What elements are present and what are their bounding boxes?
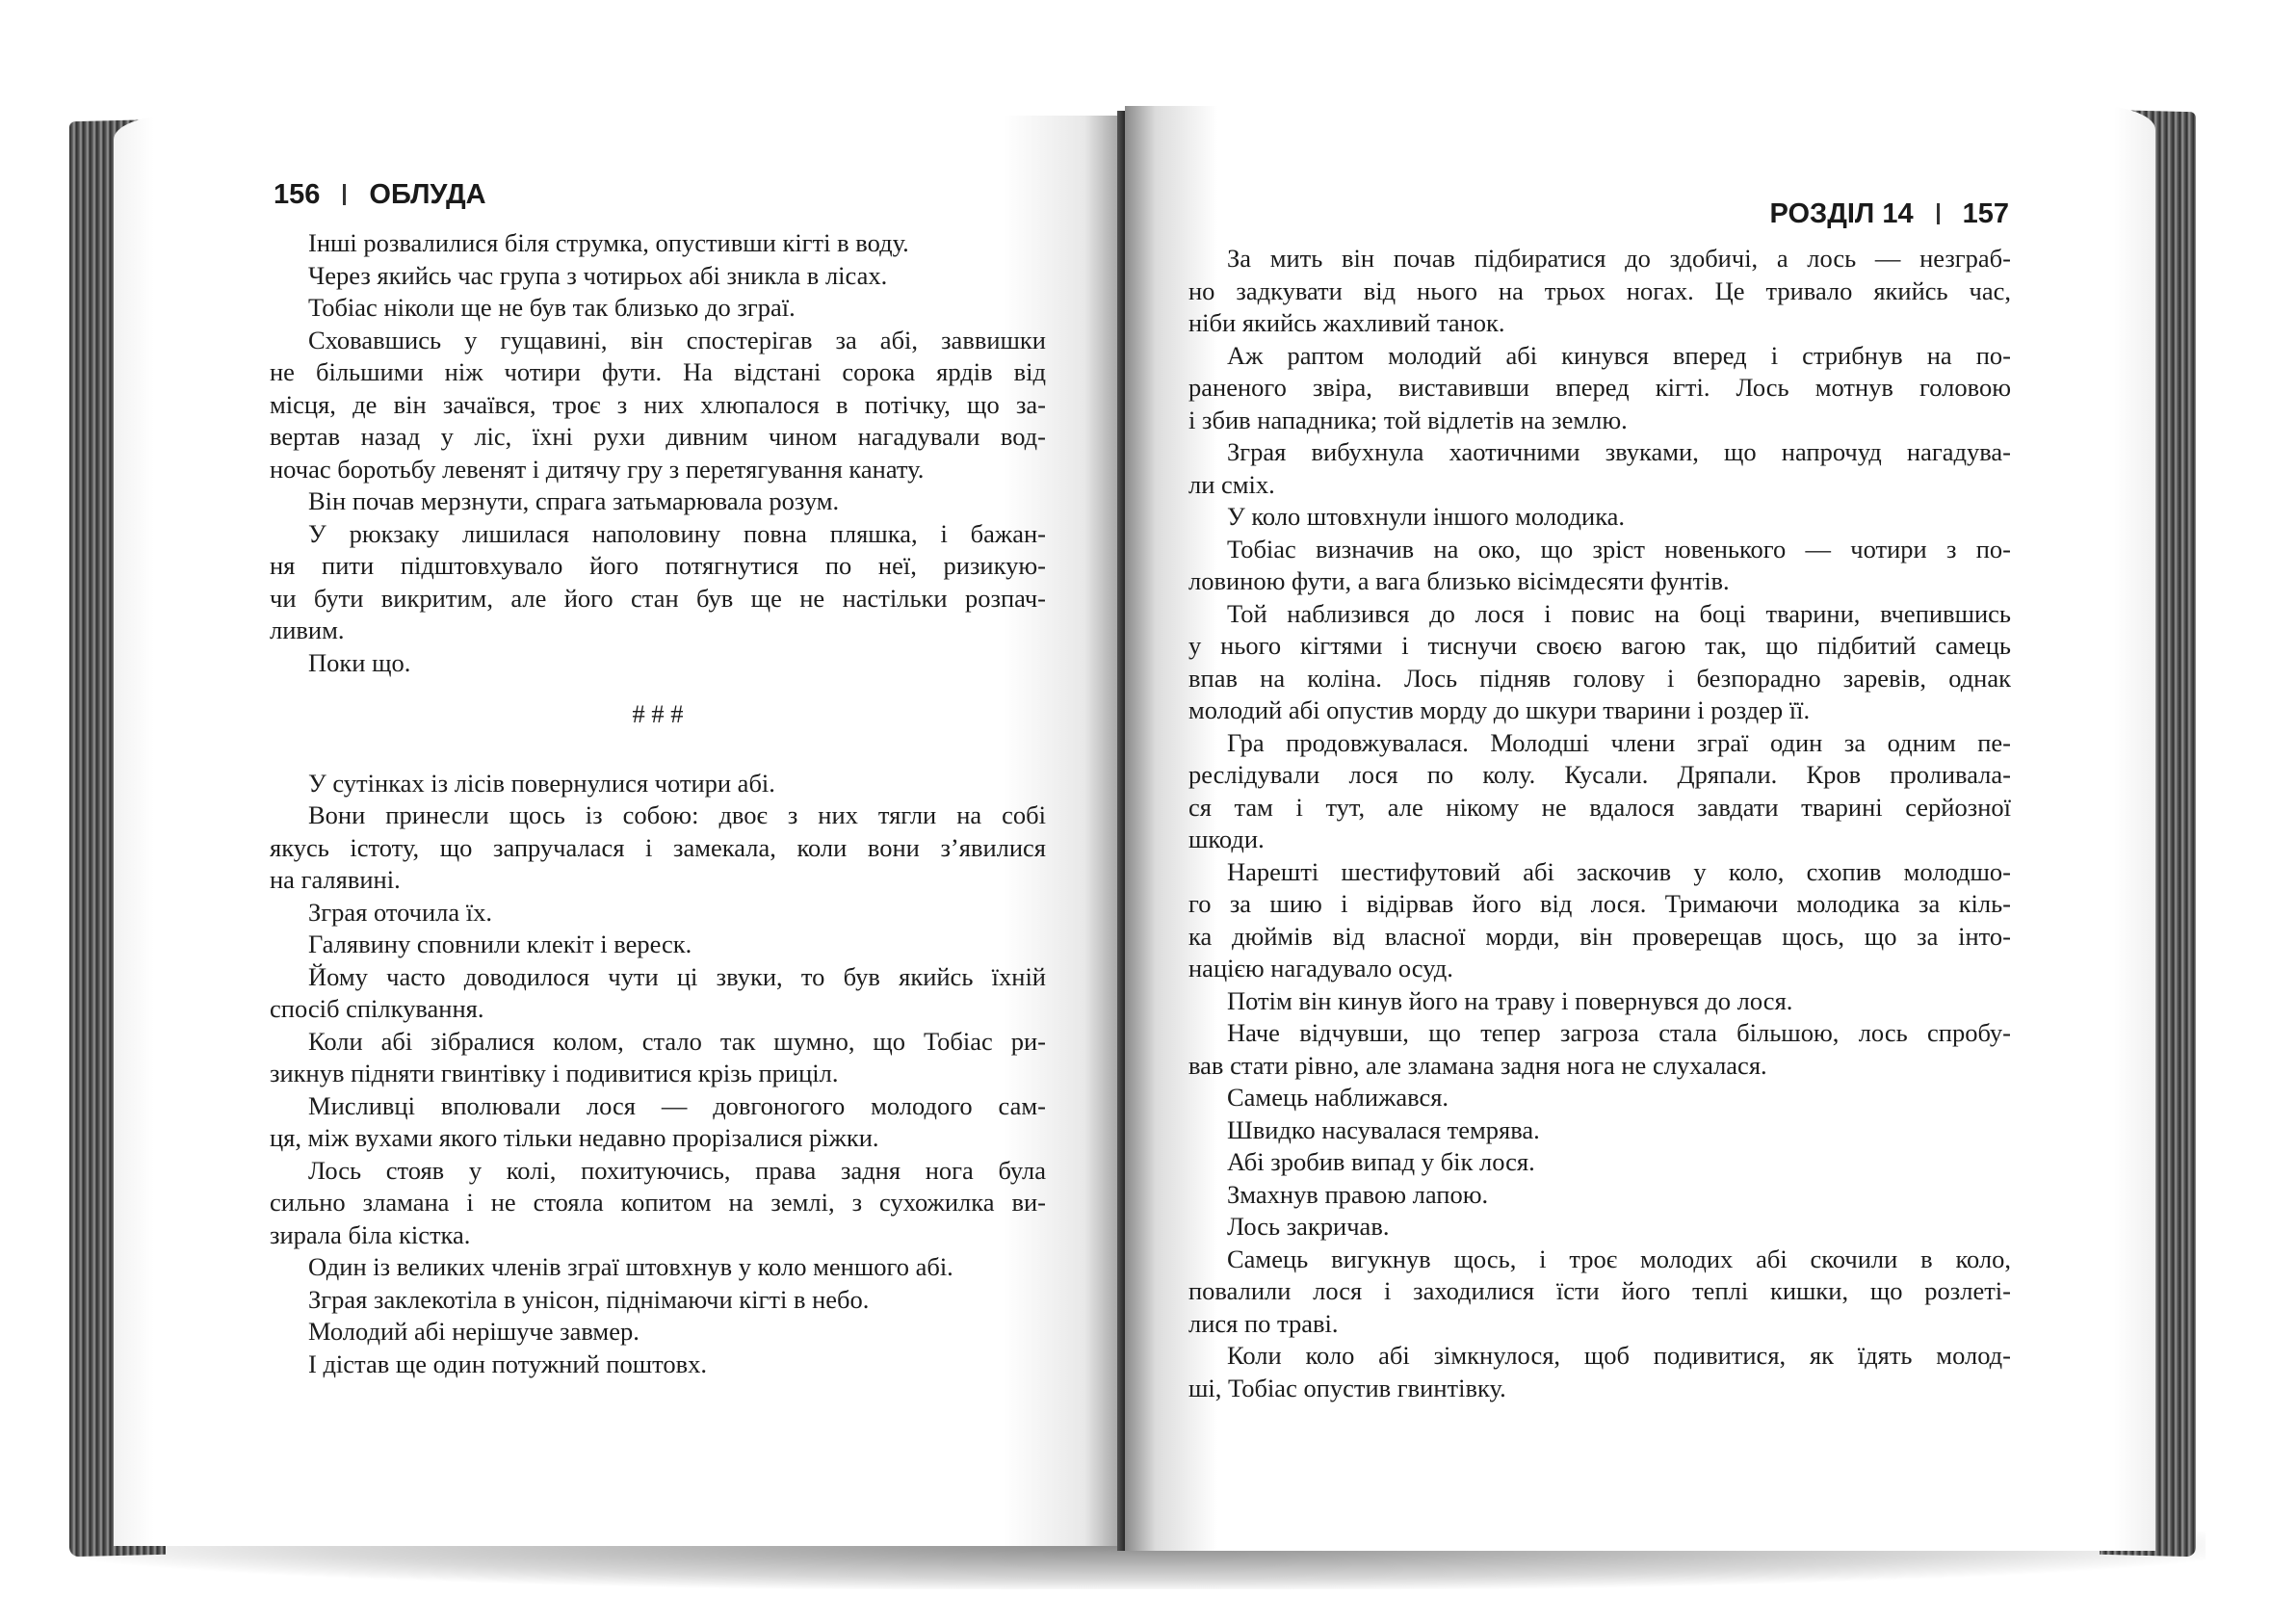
text-line: Аж раптом молодий абі кинувся вперед і стрибнув на по- [1227,340,2011,370]
text-line: ночас боротьбу левенят і дитячу гру з перетягування канату. [270,454,925,484]
text-line: Швидко насувалася темрява. [1227,1114,1540,1144]
paragraph [270,961,1046,1026]
text-line: Через якийсь час група з чотирьох абі зникла в лісах. [308,260,888,290]
text-line: Змахнув правою лапою. [1227,1179,1489,1209]
running-title: ОБЛУДА [369,179,486,210]
text-line: Тобіас ніколи ще не був так близько до зграї. [308,293,796,322]
paragraph [270,1026,1046,1090]
header-separator [1937,203,1940,224]
text-line: У рюкзаку лишилася наполовину повна пляшка, і бажан- [308,518,1046,548]
text-line: спосіб спілкування. [270,994,484,1023]
left-page [114,116,1125,1546]
text-line: ли сміх. [1188,469,1275,499]
paragraph [1188,1146,2011,1179]
paragraph [1188,501,2011,534]
paragraph [270,768,1046,800]
text-line: но задкувати від нього на трьох ногах. Це тривало якийсь час, [1188,275,2011,305]
paragraph [270,1090,1046,1155]
text-line: ливим. [270,616,345,644]
section-1 [1188,243,2011,1404]
text-line: вав стати рівно, але зламана задня нога не слухалася. [1188,1050,1767,1080]
paragraph [1188,856,2011,985]
text-line: Зграя оточила їх. [308,897,493,927]
text-line: Молодий абі нерішуче завмер. [308,1317,640,1346]
text-line: За мить він почав підбиратися до здобичі, а лось — незграб- [1227,244,2011,273]
text-line: ця, між вухами якого тільки недавно прорізалися ріжки. [270,1123,879,1152]
paragraph [1188,1017,2011,1082]
text-line: вертав назад у ліс, їхні рухи дивним чином нагадували вод- [270,422,1046,451]
paragraph [1188,1340,2011,1404]
text-line: Вони принесли щось із собою: двоє з них тягли на собі [308,800,1046,829]
text-line: Гра продовжувалася. Молодші члени зграї один за одним пе- [1227,727,2011,757]
paragraph [1188,1082,2011,1114]
text-line: зирала біла кістка. [270,1219,471,1249]
paragraph [270,1251,1046,1284]
text-line: Коли абі зібралися колом, стало так шумно, що Тобіас ри- [308,1026,1046,1056]
text-line: на галявині. [270,865,401,894]
paragraph [1188,598,2011,727]
paragraph [270,518,1046,647]
text-line: якусь істоту, що запручалася і замекала, коли вони з’явилися [270,832,1046,862]
text-line: і збив нападника; той відлетів на землю. [1188,405,1628,434]
paragraph [270,485,1046,518]
text-line: реслідували лося по колу. Кусали. Дряпали. Кров проливала- [1188,760,2011,789]
text-line: Лось закричав. [1227,1212,1390,1241]
text-line: Тобіас визначив на око, що зріст новенького — чотири з по- [1227,534,2011,563]
text-line: ші, Тобіас опустив гвинтівку. [1188,1373,1506,1402]
text-line: Самець наближався. [1227,1083,1449,1112]
text-line: ня пити підштовхувало його потягнутися по неї, ризикую- [270,551,1046,580]
text-line: молодий абі опустив морду до шкури тварини і роздер її. [1188,695,1811,724]
text-line: Він почав мерзнути, спрага затьмарювала розум. [308,486,840,515]
paragraph [270,1316,1046,1349]
paragraph [270,1349,1046,1381]
right-running-head [1770,198,2009,230]
section-divider: # # # [632,699,684,728]
text-line: І дістав ще один потужний поштовх. [308,1349,708,1378]
right-page-body [1188,243,2011,1404]
text-line: Мисливці вполювали лося — довгоногого молодого сам- [308,1090,1046,1120]
paragraph [1188,727,2011,856]
text-line: Поки що. [308,647,411,677]
text-line: Галявину сповнили клекіт і вереск. [308,930,692,958]
paragraph [270,325,1046,486]
paragraph [1188,534,2011,598]
paragraph [1188,1114,2011,1147]
text-line: го за шию і відірвав його від лося. Тримаючи молодика за кіль- [1188,889,2011,918]
paragraph [270,292,1046,325]
text-line: шкоди. [1188,825,1265,853]
paragraph [270,647,1046,680]
text-line: Сховавшись у гущавині, він спостерігав за абі, заввишки [308,325,1046,354]
paragraph [270,260,1046,293]
paragraph [270,897,1046,930]
text-line: Інші розвалилися біля струмка, опустивши кігті в воду. [308,228,909,257]
text-line: нацією нагадувало осуд. [1188,954,1453,982]
section-1 [270,227,1046,679]
text-line: Самець вигукнув щось, і троє молодих абі скочили в коло, [1227,1244,2011,1273]
paragraph [270,1155,1046,1252]
paragraph [270,929,1046,961]
paragraph [1188,340,2011,437]
text-line: ся там і тут, але нікому не вдалося завдати тварині серйозної [1188,792,2011,822]
paragraph [1188,1211,2011,1244]
paragraph [1188,436,2011,501]
text-line: зикнув підняти гвинтівку і подивитися крізь приціл. [270,1059,839,1087]
text-line: чи бути викритим, але його стан був ще не настільки розпач- [270,583,1046,613]
text-line: Один із великих членів зграї штовхнув у коло меншого абі. [308,1252,953,1281]
text-line: Лось стояв у колі, похитуючись, права задня нога була [308,1155,1046,1185]
text-line: ніби якийсь жахливий танок. [1188,308,1505,337]
header-separator [343,184,346,205]
paragraph [1188,985,2011,1018]
text-line: ка дюймів від власної морди, він проверещав щось, що за інто- [1188,921,2011,951]
text-line: Нарешті шестифутовий абі заскочив у коло, схопив молодшо- [1227,856,2011,886]
running-title: РОЗДІЛ 14 [1769,198,1914,229]
section-2 [270,768,1046,1381]
page-number: 157 [1962,198,2009,229]
text-line: у нього кігтями і тиснучи своєю вагою так, що підбитий самець [1188,631,2011,660]
page-number: 156 [274,179,321,210]
text-line: Коли коло абі зімкнулося, щоб подивитися, як їдять молод- [1227,1341,2011,1370]
paragraph [270,1284,1046,1317]
paragraph [270,799,1046,897]
text-line: Зграя вибухнула хаотичними звуками, що напрочуд нагадува- [1227,437,2011,466]
paragraph [1188,243,2011,340]
text-line: місця, де він зачаївся, троє з них хлюпалося в потічку, що за- [270,389,1046,419]
text-line: лися по траві. [1188,1308,1339,1338]
left-running-head [274,179,486,211]
text-line: Йому часто доводилося чути ці звуки, то був якийсь їхній [308,961,1046,991]
text-line: Абі зробив випад у бік лося. [1227,1147,1535,1176]
text-line: впав на коліна. Лось підняв голову і безпорадно заревів, однак [1188,663,2011,693]
text-line: повалили лося і заходилися їсти його теплі кишки, що розлеті- [1188,1276,2011,1305]
text-line: ловиною фути, а вага близько вісімдесяти фунтів. [1188,566,1730,595]
text-line: сильно зламана і не стояла копитом на землі, з сухожилка ви- [270,1188,1046,1217]
paragraph [1188,1244,2011,1341]
text-line: Зграя заклекотіла в унісон, піднімаючи кігті в небо. [308,1284,870,1314]
text-line: не більшими ніж чотири фути. На відстані сорока ярдів від [270,357,1046,386]
text-line: Потім він кинув його на траву і повернувся до лося. [1227,985,1793,1015]
text-line: У сутінках із лісів повернулися чотири абі. [308,768,775,798]
left-page-body [270,227,1046,1380]
text-line: Наче відчувши, що тепер загроза стала більшою, лось спробу- [1227,1018,2011,1047]
paragraph [1188,1179,2011,1212]
text-line: Той наблизився до лося і повис на боці тварини, вчепившись [1227,598,2011,628]
text-line: У коло штовхнули іншого молодика. [1227,502,1626,531]
text-line: раненого звіра, виставивши вперед кігті. Лось мотнув головою [1188,373,2011,402]
right-page [1125,106,2155,1551]
paragraph [270,227,1046,260]
